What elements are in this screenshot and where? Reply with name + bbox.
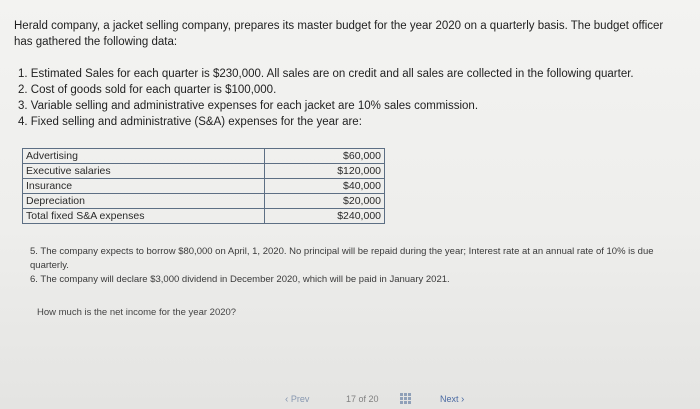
list-item: 6. The company will declare $3,000 dividend in December 2020, which will be paid in January 2021.: [30, 274, 450, 285]
row-label: Executive salaries: [23, 164, 265, 179]
list-item: 2. Cost of goods sold for each quarter is $100,000.: [18, 84, 277, 96]
row-label: Advertising: [23, 149, 265, 164]
pagination-bar: [0, 392, 700, 409]
row-value: $20,000: [265, 194, 385, 209]
list-item: 1. Estimated Sales for each quarter is $230,000. All sales are on credit and all sales are collected in the following quarter.: [18, 68, 634, 80]
next-label: Next: [440, 394, 459, 404]
problem-intro: Herald company, a jacket selling company, prepares its master budget for the year 2020 on a quarterly basis. The budget officer has gathered the following data:: [14, 20, 664, 48]
list-item: 4. Fixed selling and administrative (S&A) expenses for the year are:: [18, 116, 362, 128]
prev-button[interactable]: [285, 394, 309, 405]
row-value: $40,000: [265, 179, 385, 194]
table-row: [23, 194, 385, 209]
next-button[interactable]: [440, 394, 464, 405]
list-item: 3. Variable selling and administrative expenses for each jacket are 10% sales commission.: [18, 100, 479, 112]
row-value: $60,000: [265, 149, 385, 164]
row-value: $240,000: [265, 209, 385, 224]
data-list: [18, 66, 668, 130]
table-row: [23, 149, 385, 164]
row-label: Depreciation: [23, 194, 265, 209]
row-label: Total fixed S&A expenses: [23, 209, 265, 224]
row-value: $120,000: [265, 164, 385, 179]
fixed-sa-expenses-table: [22, 148, 385, 224]
prev-label: Prev: [290, 394, 310, 404]
table-row: [23, 164, 385, 179]
chevron-left-icon: ‹: [285, 394, 289, 405]
table-row: [23, 179, 385, 194]
additional-data: [30, 245, 680, 287]
row-label: Insurance: [23, 179, 265, 194]
chevron-right-icon: ›: [461, 394, 465, 405]
page-count: 17 of 20: [346, 394, 379, 404]
table-total-row: [23, 209, 385, 224]
list-item: 5. The company expects to borrow $80,000 on April, 1, 2020. No principal will be repaid during the year; Interest rate at an annual rate of 10% is due quarterly.: [30, 246, 654, 271]
grid-icon[interactable]: [400, 393, 411, 404]
question-text: How much is the net income for the year 2020?: [37, 307, 237, 318]
